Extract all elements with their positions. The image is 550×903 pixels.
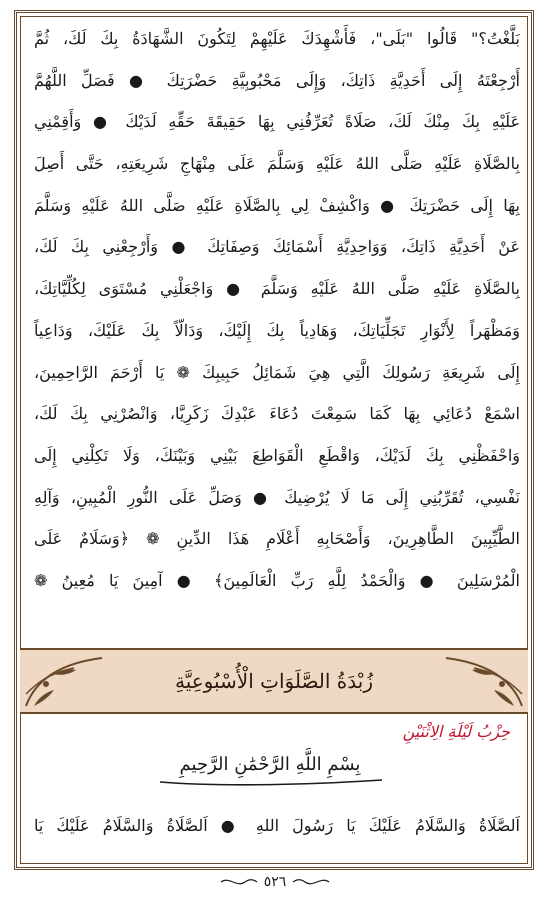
text-line: أَرْجِعْتَهُ إِلَى أَحَدِيَّةِ ذَاتِكَ، وَإِلَى مَحْبُوبِيَّةِ حَضْرَتِكَ ● فَصَلِّ اللَّهُمَّ bbox=[34, 70, 520, 90]
text-line: بَلَّغْتُ؟" قَالُوا "بَلَى"، فَأَشْهِدَكَ عَلَيْهِمْ لِتَكُونَ الشَّهَادَةُ بِكَ لَكَ، ثُمَّ bbox=[34, 29, 520, 48]
text-line: عَنْ أَحَدِيَّةِ ذَاتِكَ، وَوَاحِدِيَّةِ أَسْمَائِكَ وَصِفَاتِكَ ● وَأَرْجِعْنِي بِكَ لَكَ، bbox=[34, 237, 520, 257]
text-line: إِلَى شَرِيعَةِ رَسُولِكَ الَّتِي هِيَ شَمَائِلُ حَبِيبِكَ ❁ يَا أَرْحَمَ الرَّاحِمِينَ، bbox=[34, 362, 520, 382]
text-line: بِهَا إِلَى حَضْرَتِكَ ● وَاكْشِفْ لِي بِالصَّلَاةِ عَلَيْهِ صَلَّى اللهُ عَلَيْهِ وَسَلَّمَ bbox=[34, 195, 520, 215]
basmala-text: بِسْمِ اللَّهِ الرَّحْمَٰنِ الرَّحِيمِ bbox=[179, 754, 361, 775]
text-line: بِالصَّلَاةِ عَلَيْهِ صَلَّى اللهُ عَلَيْهِ وَسَلَّمَ ● وَاجْعَلْنِي مُسْتَوَى لِكُلِّيَّاتِكَ، bbox=[34, 279, 520, 299]
footer-ornament-icon bbox=[291, 876, 331, 888]
text-line: وَمَظْهَراً لِأَنْوَارِ تَجَلِّيَاتِكَ، وَهَادِياً بِكَ إِلَيْكَ، وَدَالّاً بِكَ عَلَيْكَ، وَدَاعِياً bbox=[34, 320, 520, 340]
text-line: بِالصَّلَاةِ عَلَيْهِ صَلَّى اللهُ عَلَيْهِ وَسَلَّمَ عَلَى مِنْهَاجِ شَرِيعَتِهِ، حَتَّى أَصِلَ bbox=[34, 154, 520, 174]
text-line: وَاحْفَظْنِي بِكَ لَدَيْكَ، وَاقْطَعِ الْقَوَاطِعَ بَيْنِي وَبَيْنَكَ، وَلَا تَكِلْنِي إِلَى bbox=[34, 445, 520, 465]
text-line: اَلصَّلَاةُ وَالسَّلَامُ عَلَيْكَ يَا رَسُولَ اللهِ ● اَلصَّلَاةُ وَالسَّلَامُ عَلَيْكَ يَا bbox=[34, 816, 520, 835]
page-number: ٥٢٦ bbox=[263, 874, 287, 890]
arabesque-ornament-icon bbox=[24, 654, 104, 708]
footer-ornament-icon bbox=[219, 876, 259, 888]
section-banner bbox=[20, 648, 528, 714]
section-subheading: حِزْبُ لَيْلَةِ الِاثْنَيْنِ bbox=[402, 722, 510, 741]
text-line: نَفْسِي، تُقَرِّبُنِي إِلَى مَا لَا يُرْضِيكَ ● وَصَلِّ عَلَى النُّورِ الْمُبِينِ، وَآلِهِ bbox=[34, 487, 520, 507]
arabesque-ornament-icon bbox=[444, 654, 524, 708]
page-number-footer bbox=[0, 874, 550, 890]
section-title: زُبْدَةُ الصَّلَوَاتِ الْأُسْبُوعِيَّةِ bbox=[174, 669, 374, 693]
text-line: الطَّيِّبِينَ الطَّاهِرِينَ، وَأَصْحَابِهِ أَعْلَامِ هَذَا الدِّينِ ❁ ﴿وَسَلَامٌ عَلَى bbox=[34, 529, 520, 549]
basmala-calligraphy bbox=[150, 752, 390, 792]
text-line: اسْمَعْ دُعَائِي بِهَا كَمَا سَمِعْتَ دُعَاءَ عَبْدِكَ زَكَرِيَّا، وَانْصُرْنِي بِكَ لَكَ، bbox=[34, 404, 520, 424]
text-line: الْمُرْسَلِينَ ● وَالْحَمْدُ لِلَّهِ رَبِّ الْعَالَمِينَ﴾ ● آمِينَ يَا مُعِينُ ❁ bbox=[34, 570, 520, 590]
prayer-paragraph bbox=[34, 18, 520, 602]
text-line: عَلَيْهِ بِكَ مِنْكَ لَكَ، صَلَاةً تُعَرِّفُنِي بِهَا حَقِيقَةَ حَقِّهِ لَدَيْكَ ● وَأَقِمْنِي bbox=[34, 112, 520, 132]
